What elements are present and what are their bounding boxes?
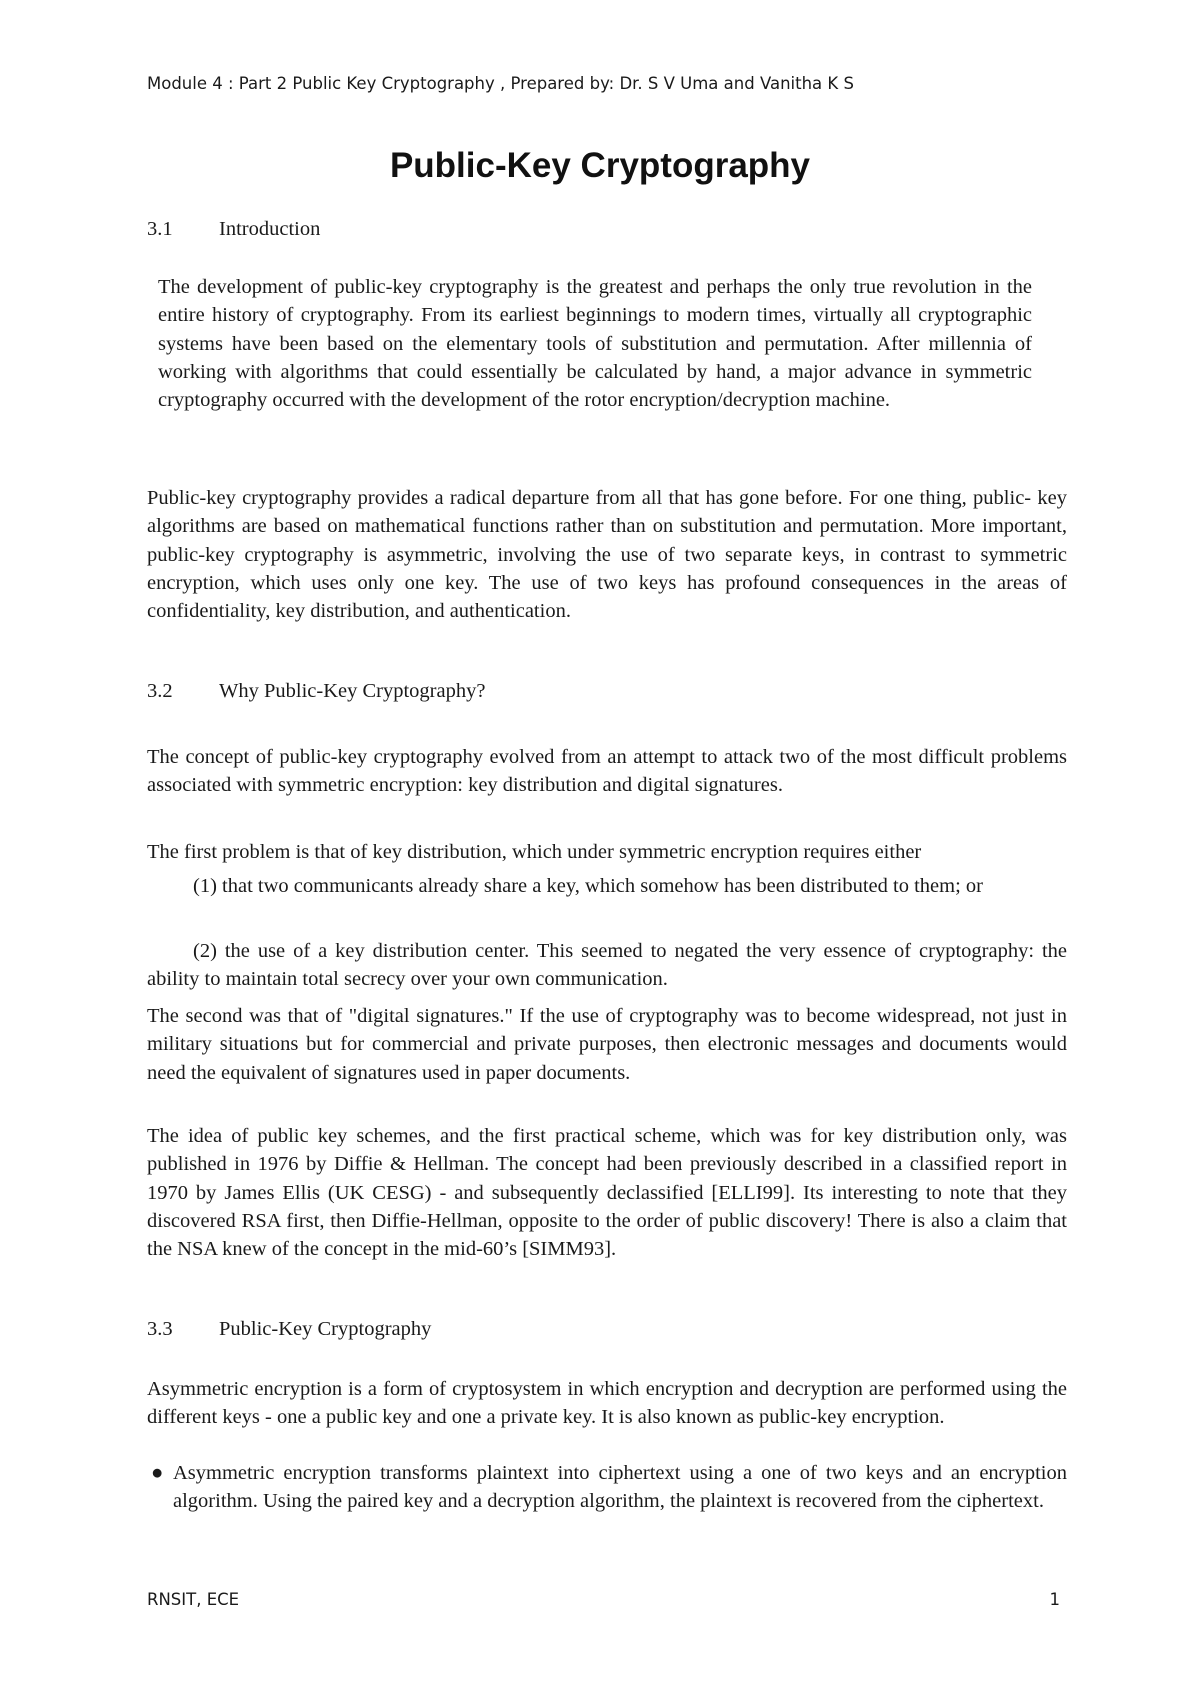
section-heading-3-3: [147, 1318, 431, 1341]
why-paragraph-3: The second was that of "digital signatures." If the use of cryptography was to become widespread, not just in military situations but for commercial and private purposes, then electronic messages and documents would need the equivalent of signatures used in paper documents.: [147, 1005, 1067, 1084]
footer-institution: RNSIT, ECE: [147, 1590, 240, 1609]
page-number: 1: [1049, 1590, 1060, 1609]
intro-paragraph-2: Public-key cryptography provides a radical departure from all that has gone before. For one thing, public- key algorithms are based on mathematical functions rather than on substitution and permutation. More important, public-key cryptography is asymmetric, involving the use of two separate keys, in contrast to symmetric encryption, which uses only one key. The use of two keys has profound consequences in the areas of confidentiality, key distribution, and authentication.: [147, 487, 1067, 623]
section-number: 3.1: [147, 218, 173, 240]
bullet-symbol: ●: [151, 1462, 164, 1484]
section-heading-3-2: [147, 680, 485, 703]
bullet-item: [147, 1459, 1067, 1516]
list-item-2: [147, 937, 1067, 994]
why-paragraph-1: The concept of public-key cryptography evolved from an attempt to attack two of the most difficult problems associated with symmetric encryption: key distribution and digital signatures.: [147, 746, 1067, 797]
why-paragraph-4: The idea of public key schemes, and the first practical scheme, which was for key distribution only, was published in 1976 by Diffie & Hellman. The concept had been previously described in a classified report in 1970 by James Ellis (UK CESG) - and subsequently declassified [ELLI99]. Its interesting to note that they discovered RSA first, then Diffie-Hellman, opposite to the order of public discovery! There is also a claim that the NSA knew of the concept in the mid-60’s [SIMM93].: [147, 1125, 1067, 1261]
page-title: Public-Key Cryptography: [389, 146, 811, 185]
running-header: Module 4 : Part 2 Public Key Cryptography , Prepared by: Dr. S V Uma and Vanitha K S: [147, 74, 854, 93]
why-paragraph-2: The first problem is that of key distribution, which under symmetric encryption requires either: [147, 841, 922, 863]
list-item-text: (2) the use of a key distribution center. This seemed to negated the very essence of cryptography: the ability to maintain total secrecy over your own communication.: [147, 940, 1067, 991]
section-number: 3.2: [147, 680, 173, 702]
intro-paragraph-1: The development of public-key cryptography is the greatest and perhaps the only true revolution in the entire history of cryptography. From its earliest beginnings to modern times, virtually all cryptographic systems have been based on the elementary tools of substitution and permutation. After millennia of working with algorithms that could essentially be calculated by hand, a major advance in symmetric cryptography occurred with the development of the rotor encryption/decryption machine.: [158, 276, 1032, 412]
list-item-text: (1) that two communicants already share a key, which somehow has been distributed to them; or: [193, 875, 983, 897]
section-title: Public-Key Cryptography: [219, 1318, 432, 1340]
section-number: 3.3: [147, 1318, 173, 1340]
section-heading-3-1: [147, 218, 320, 241]
bullet-text: Asymmetric encryption transforms plaintext into ciphertext using a one of two keys and an encryption algorithm. Using the paired key and a decryption algorithm, the plaintext is recovered from the ciphertext.: [173, 1462, 1067, 1513]
section-title: Introduction: [219, 218, 321, 240]
list-item-1: [147, 872, 1067, 900]
section-title: Why Public-Key Cryptography?: [219, 680, 486, 702]
pkc-paragraph-1: Asymmetric encryption is a form of cryptosystem in which encryption and decryption are performed using the different keys - one a public key and one a private key. It is also known as public-key encryption.: [147, 1378, 1067, 1429]
